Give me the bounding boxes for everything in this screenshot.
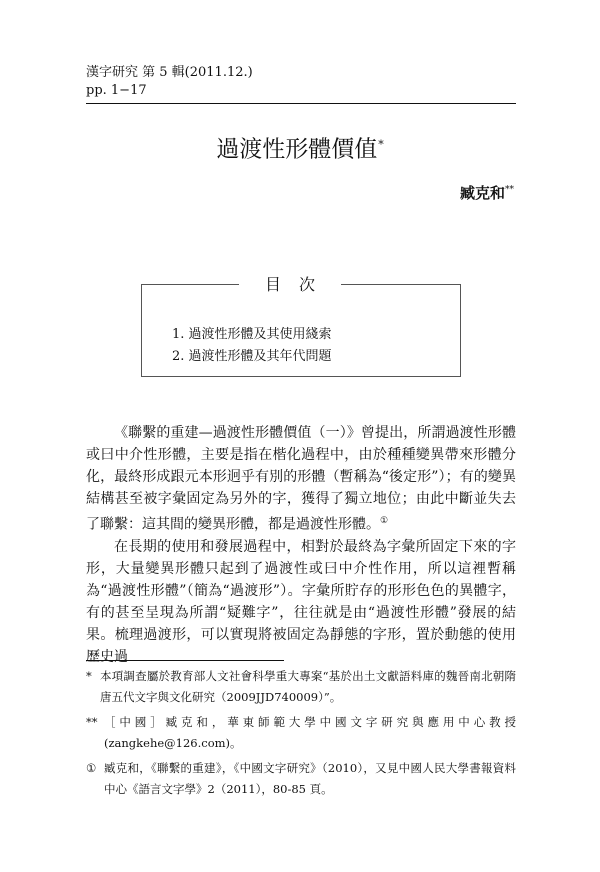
footnote [86,712,516,754]
footnote-mark: * [86,669,92,683]
page-range: pp. 1−17 [86,83,147,98]
author [460,182,514,203]
toc-list [172,324,332,368]
footnote [86,758,516,800]
toc-heading: 目次 [264,275,333,294]
title-footnote-mark: * [378,138,384,151]
footnote-text: 臧克和，《聯繫的重建》，《中國文字研究》（2010），又見中國人民大學書報資料中心《語言文字學》2（2011），80-85 頁。 [104,761,516,796]
toc-item: 2. 過渡性形體及其年代問題 [172,349,332,364]
paragraph: 在長期的使用和發展過程中，相對於最終為字彙所固定下來的字形，大量變異形體只起到了過渡性或曰中介性作用，所以這裡暫稱為“過渡性形體”（簡為“過渡形”）。字彙所貯存的形形色色的異體字，有的甚至呈現為所謂“疑難字”，往往就是由“過渡性形體”發展的結果。梳理過渡形，可以實現將被固定為靜態的字形，置於動態的使用歷史過 [86,538,516,665]
footnote-rule [86,660,284,661]
paragraph-text: 《聯繫的重建—過渡性形體價值（一）》曾提出，所謂過渡性形體或曰中介性形體，主要是指在楷化過程中，由於種種變異帶來形體分化，最終形成跟元本形迥乎有別的形體（暫稱為“後定形”）；有的變異結構甚至被字彙固定為另外的字，獲得了獨立地位；由此中斷並失去了聯繫：這其間的變異形體，都是過渡性形體。 [86,425,516,533]
paper-title-text: 過渡性形體價值 [216,136,378,163]
paragraph [86,422,516,536]
journal-issue: 漢字研究 第 5 輯(2011.12.) [86,65,253,80]
author-name: 臧克和 [459,184,505,202]
footnote-mark: ** [86,715,98,729]
paper-title [0,130,600,165]
footnote-ref: ① [380,516,389,526]
footnote-text: ［中國］臧克和，華東師範大學中國文字研究與應用中心教授(zangkehe@126.com)。 [104,715,516,750]
journal-header [86,64,253,100]
footnote [86,666,516,708]
footnote-text: 本項調查屬於教育部人文社會科學重大專案“基於出土文獻語料庫的魏晉南北朝隋唐五代文字與文化研究（2009JJD740009）”。 [100,669,516,704]
footnotes [86,666,516,804]
author-footnote-mark: ** [505,185,514,195]
toc-item: 1. 過渡性形體及其使用綫索 [172,327,332,342]
body-text [86,422,516,668]
header-rule [86,103,516,104]
footnote-mark: ① [86,761,97,775]
